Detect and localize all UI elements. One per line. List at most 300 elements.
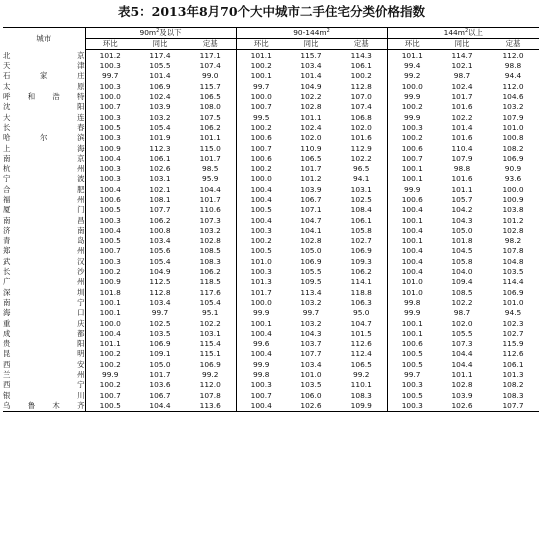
city-name: 石家庄 <box>3 71 85 81</box>
index-value: 100.3 <box>99 164 121 174</box>
index-value: 100.5 <box>99 400 121 410</box>
city-name: 太原 <box>3 81 85 91</box>
city-name: 长沙 <box>3 267 85 277</box>
index-value: 105.4 <box>149 122 171 132</box>
index-value: 104.2 <box>451 205 473 215</box>
index-value: 99.4 <box>404 61 421 71</box>
table-row <box>3 226 539 236</box>
city-name: 重庆 <box>3 318 85 328</box>
table-row <box>3 123 539 133</box>
index-value: 112.0 <box>502 81 524 91</box>
index-value: 101.3 <box>250 277 272 287</box>
index-value: 104.4 <box>149 400 171 410</box>
city-name: 银川 <box>3 390 85 400</box>
city-name: 南宁 <box>3 297 85 307</box>
index-value: 100.5 <box>99 122 121 132</box>
index-value: 108.4 <box>336 205 387 215</box>
index-value: 117.6 <box>185 288 236 298</box>
index-value: 98.8 <box>453 164 471 174</box>
index-value: 100.0 <box>502 184 524 194</box>
index-value: 100.4 <box>99 184 121 194</box>
index-value: 105.0 <box>451 225 473 235</box>
index-value: 100.4 <box>401 256 423 266</box>
index-value: 114.4 <box>502 277 524 287</box>
index-value: 100.0 <box>250 297 272 307</box>
index-value: 100.4 <box>99 153 121 163</box>
index-value: 100.2 <box>99 380 121 390</box>
index-value: 100.2 <box>250 164 272 174</box>
index-value: 100.5 <box>401 359 423 369</box>
index-value: 99.9 <box>253 359 270 369</box>
index-value: 101.6 <box>451 174 473 184</box>
index-value: 101.7 <box>250 287 272 297</box>
index-value: 105.0 <box>149 359 171 369</box>
table-row <box>3 329 539 339</box>
table-row <box>3 164 539 174</box>
index-value: 99.9 <box>102 370 119 380</box>
index-value: 101.7 <box>149 370 171 380</box>
index-value: 103.6 <box>149 380 171 390</box>
index-value: 101.7 <box>451 92 473 102</box>
city-name: 沈阳 <box>3 102 85 112</box>
table-row <box>3 257 539 267</box>
group-header-small: $90m^2$及以下 <box>85 28 236 39</box>
document-title: 表5：2013年8月70个大中城市二手住宅分类价格指数 <box>117 4 426 19</box>
index-value: 104.7 <box>300 215 322 225</box>
group-header-medium: $90-144m^2$ <box>236 28 387 39</box>
index-value: 112.3 <box>149 143 171 153</box>
index-value: 108.3 <box>502 390 524 400</box>
index-value: 100.1 <box>401 164 423 174</box>
index-value: 115.9 <box>502 339 524 349</box>
index-value: 100.3 <box>99 112 121 122</box>
index-value: 109.1 <box>149 349 171 359</box>
index-value: 100.6 <box>99 195 121 204</box>
index-value: 102.0 <box>451 318 473 328</box>
index-value: 106.0 <box>300 390 322 400</box>
index-value: 105.4 <box>149 256 171 266</box>
index-value: 112.6 <box>502 349 524 359</box>
index-value: 113.4 <box>300 287 322 297</box>
table-row <box>3 349 539 359</box>
table-row <box>3 370 539 380</box>
city-name: 成都 <box>3 328 85 338</box>
city-name: 青岛 <box>3 236 85 246</box>
index-value: 100.2 <box>99 359 121 369</box>
index-value: 115.7 <box>300 51 322 60</box>
sub-header-yoy: 同比 <box>135 39 185 50</box>
index-value: 106.1 <box>336 61 387 71</box>
index-value: 100.7 <box>250 390 272 400</box>
index-value: 106.2 <box>185 267 236 277</box>
index-value: 99.9 <box>253 308 270 318</box>
index-value: 99.2 <box>404 71 421 81</box>
index-value: 102.7 <box>336 236 387 246</box>
index-value: 109.3 <box>336 257 387 267</box>
index-value: 108.5 <box>451 287 473 297</box>
index-value: 100.2 <box>336 71 387 81</box>
index-value: 100.6 <box>250 133 272 143</box>
index-value: 112.0 <box>185 380 236 390</box>
index-value: 100.4 <box>250 349 272 359</box>
index-value: 99.7 <box>253 81 270 91</box>
index-value: 100.4 <box>250 215 272 225</box>
table-row <box>3 185 539 195</box>
index-value: 94.4 <box>504 71 522 81</box>
index-value: 105.7 <box>451 195 473 204</box>
index-value: 100.4 <box>99 328 121 338</box>
index-value: 100.2 <box>250 122 272 132</box>
city-name: 郑州 <box>3 246 85 256</box>
index-value: 100.4 <box>401 225 423 235</box>
index-value: 100.0 <box>250 174 272 184</box>
table-row <box>3 246 539 256</box>
city-name: 哈尔滨 <box>3 133 85 143</box>
index-value: 108.3 <box>336 391 387 401</box>
index-value: 100.8 <box>502 133 524 143</box>
index-value: 98.5 <box>185 164 236 174</box>
table-row <box>3 92 539 102</box>
index-value: 106.5 <box>300 153 322 163</box>
index-value: 98.7 <box>453 71 471 81</box>
index-value: 106.9 <box>502 153 524 163</box>
index-value: 101.4 <box>300 71 322 81</box>
index-value: 102.0 <box>300 133 322 143</box>
table-row <box>3 391 539 401</box>
index-value: 100.3 <box>250 380 272 390</box>
city-name: 宁波 <box>3 174 85 184</box>
index-value: 99.9 <box>404 184 421 194</box>
index-value: 90.9 <box>504 164 522 174</box>
index-value: 112.0 <box>502 51 524 60</box>
index-value: 106.1 <box>149 153 171 163</box>
index-value: 99.6 <box>253 339 270 349</box>
index-value: 114.3 <box>336 50 387 62</box>
index-value: 106.9 <box>336 246 387 256</box>
index-value: 100.3 <box>99 174 121 184</box>
index-value: 100.3 <box>401 400 423 410</box>
index-value: 117.1 <box>185 50 236 62</box>
index-value: 118.8 <box>336 288 387 298</box>
index-value: 112.4 <box>336 349 387 359</box>
index-value: 99.9 <box>404 112 421 122</box>
index-value: 100.5 <box>401 349 423 359</box>
index-value: 102.2 <box>185 318 236 328</box>
index-value: 100.1 <box>401 328 423 338</box>
city-name: 济南 <box>3 225 85 235</box>
index-value: 106.1 <box>336 215 387 225</box>
index-value: 100.5 <box>401 390 423 400</box>
sub-header-mom: 环比 <box>387 39 437 50</box>
index-value: 100.3 <box>99 61 121 71</box>
index-value: 103.8 <box>502 205 524 215</box>
index-value: 114.7 <box>451 51 473 60</box>
city-name: 贵阳 <box>3 339 85 349</box>
index-value: 100.5 <box>250 205 272 215</box>
index-value: 112.6 <box>336 339 387 349</box>
index-value: 100.9 <box>502 195 524 204</box>
city-name: 广州 <box>3 277 85 287</box>
index-value: 98.2 <box>504 236 522 246</box>
city-name: 杭州 <box>3 164 85 174</box>
index-value: 100.3 <box>99 81 121 91</box>
index-value: 102.4 <box>149 92 171 102</box>
index-value: 107.9 <box>451 153 473 163</box>
index-value: 100.2 <box>401 102 423 112</box>
index-value: 105.5 <box>300 267 322 277</box>
sub-header-base: 定基 <box>487 39 539 50</box>
index-value: 106.7 <box>149 390 171 400</box>
index-value: 100.7 <box>99 246 121 256</box>
index-value: 110.9 <box>300 143 322 153</box>
index-value: 98.8 <box>504 61 522 71</box>
index-value: 101.0 <box>401 277 423 287</box>
index-value: 100.7 <box>99 390 121 400</box>
table-row <box>3 154 539 164</box>
index-value: 108.1 <box>149 195 171 204</box>
table-row <box>3 308 539 318</box>
index-value: 100.1 <box>99 297 121 307</box>
index-value: 102.2 <box>451 297 473 307</box>
table-row <box>3 277 539 287</box>
index-value: 102.5 <box>149 318 171 328</box>
index-value: 107.8 <box>502 246 524 256</box>
index-value: 101.0 <box>250 256 272 266</box>
city-name: 海口 <box>3 308 85 318</box>
table-row <box>3 298 539 308</box>
city-name: 福州 <box>3 195 85 204</box>
index-value: 103.5 <box>300 380 322 390</box>
index-value: 112.8 <box>336 82 387 92</box>
index-value: 103.4 <box>300 359 322 369</box>
index-value: 101.1 <box>451 184 473 194</box>
index-value: 104.4 <box>185 185 236 195</box>
index-value: 107.7 <box>300 349 322 359</box>
index-value: 101.7 <box>185 195 236 205</box>
city-name: 南京 <box>3 153 85 163</box>
index-value: 103.9 <box>451 390 473 400</box>
index-value: 108.5 <box>185 246 236 256</box>
index-value: 101.0 <box>300 370 322 380</box>
city-name: 上海 <box>3 143 85 153</box>
index-value: 101.1 <box>451 370 473 380</box>
index-value: 93.6 <box>504 174 522 184</box>
index-value: 107.9 <box>502 112 524 122</box>
index-value: 106.8 <box>336 112 387 122</box>
index-value: 108.2 <box>502 143 524 153</box>
index-value: 106.7 <box>300 195 322 204</box>
index-value: 112.8 <box>149 287 171 297</box>
index-value: 101.7 <box>185 154 236 164</box>
index-value: 114.1 <box>336 277 387 287</box>
index-value: 100.5 <box>99 236 121 246</box>
index-value: 107.8 <box>185 391 236 401</box>
index-value: 108.3 <box>185 257 236 267</box>
index-value: 107.0 <box>336 92 387 102</box>
group-header-large: $144m^2$以上 <box>387 28 539 39</box>
table-row <box>3 61 539 71</box>
index-value: 100.5 <box>250 246 272 256</box>
index-value: 109.9 <box>336 401 387 412</box>
index-value: 103.2 <box>300 318 322 328</box>
index-value: 113.6 <box>185 401 236 412</box>
index-value: 102.6 <box>451 400 473 410</box>
index-value: 94.1 <box>336 174 387 184</box>
table-row <box>3 143 539 153</box>
index-value: 107.1 <box>300 205 322 215</box>
city-name: 大连 <box>3 112 85 122</box>
sub-header-base: 定基 <box>336 39 387 50</box>
index-value: 103.9 <box>149 102 171 112</box>
index-value: 106.9 <box>149 339 171 349</box>
index-value: 100.0 <box>99 92 121 102</box>
index-value: 95.0 <box>336 308 387 318</box>
index-value: 99.7 <box>404 370 421 380</box>
index-value: 102.4 <box>451 81 473 91</box>
index-value: 101.1 <box>250 51 272 60</box>
index-value: 99.5 <box>253 112 270 122</box>
index-value: 115.1 <box>185 349 236 359</box>
index-value: 102.2 <box>451 112 473 122</box>
sub-header-mom: 环比 <box>85 39 135 50</box>
index-value: 106.2 <box>149 215 171 225</box>
index-value: 104.9 <box>300 81 322 91</box>
index-value: 107.5 <box>185 112 236 122</box>
index-value: 109.4 <box>451 277 473 287</box>
index-value: 101.0 <box>401 287 423 297</box>
table-row <box>3 236 539 246</box>
index-value: 107.7 <box>149 205 171 215</box>
index-value: 104.6 <box>502 92 524 102</box>
index-value: 102.8 <box>502 225 524 235</box>
index-value: 106.9 <box>502 287 524 297</box>
index-value: 101.8 <box>99 287 121 297</box>
index-value: 100.9 <box>99 143 121 153</box>
index-value: 100.2 <box>99 349 121 359</box>
index-value: 100.3 <box>250 267 272 277</box>
index-value: 100.2 <box>250 61 272 71</box>
index-value: 106.9 <box>149 81 171 91</box>
index-value: 104.3 <box>451 215 473 225</box>
table-row <box>3 102 539 112</box>
index-value: 100.5 <box>99 205 121 215</box>
index-value: 104.0 <box>451 267 473 277</box>
index-value: 102.5 <box>336 195 387 205</box>
index-value: 102.2 <box>336 154 387 164</box>
index-value: 100.1 <box>250 71 272 81</box>
index-value: 100.2 <box>401 133 423 143</box>
city-name: 北京 <box>3 50 85 60</box>
city-name: 呼和浩特 <box>3 92 85 102</box>
index-value: 100.7 <box>250 102 272 112</box>
index-value: 103.2 <box>502 102 524 112</box>
index-value: 101.7 <box>300 164 322 174</box>
index-value: 101.5 <box>336 329 387 339</box>
index-value: 106.2 <box>336 267 387 277</box>
table-row <box>3 174 539 184</box>
index-value: 100.4 <box>250 195 272 204</box>
index-value: 101.6 <box>451 102 473 112</box>
index-value: 100.4 <box>250 400 272 410</box>
index-value: 100.6 <box>250 153 272 163</box>
index-value: 100.4 <box>401 205 423 215</box>
index-value: 99.8 <box>253 370 270 380</box>
index-value: 103.5 <box>149 328 171 338</box>
index-value: 106.9 <box>300 256 322 266</box>
index-value: 101.2 <box>300 174 322 184</box>
index-value: 100.0 <box>250 92 272 102</box>
index-value: 107.3 <box>185 215 236 225</box>
table-row <box>3 267 539 277</box>
index-value: 103.4 <box>149 297 171 307</box>
index-value: 112.9 <box>336 143 387 153</box>
index-value: 101.6 <box>451 133 473 143</box>
index-value: 106.9 <box>185 360 236 370</box>
city-name: 深圳 <box>3 287 85 297</box>
index-value: 100.1 <box>99 308 121 318</box>
index-value: 94.5 <box>504 308 522 318</box>
table-row <box>3 215 539 225</box>
index-value: 103.4 <box>149 236 171 246</box>
index-value: 100.4 <box>250 328 272 338</box>
index-value: 108.2 <box>502 380 524 390</box>
index-value: 104.7 <box>336 318 387 328</box>
table-row <box>3 195 539 205</box>
index-value: 101.2 <box>99 51 121 60</box>
table-row <box>3 401 539 412</box>
index-value: 103.1 <box>185 329 236 339</box>
index-value: 103.5 <box>502 267 524 277</box>
city-name: 南昌 <box>3 215 85 225</box>
index-value: 102.4 <box>300 122 322 132</box>
index-value: 105.5 <box>149 61 171 71</box>
sub-header-yoy: 同比 <box>286 39 336 50</box>
table-row <box>3 133 539 143</box>
index-value: 106.5 <box>185 92 236 102</box>
index-value: 100.0 <box>401 81 423 91</box>
index-value: 95.9 <box>185 174 236 184</box>
index-value: 100.0 <box>99 318 121 328</box>
index-value: 107.7 <box>502 400 524 410</box>
index-value: 102.1 <box>451 61 473 71</box>
city-name: 天津 <box>3 61 85 71</box>
index-value: 100.1 <box>401 318 423 328</box>
index-value: 100.4 <box>250 184 272 194</box>
city-name: 兰州 <box>3 370 85 380</box>
index-value: 105.8 <box>451 256 473 266</box>
city-name: 厦门 <box>3 205 85 215</box>
city-name: 乌鲁木齐 <box>3 400 85 410</box>
index-value: 110.1 <box>336 380 387 390</box>
index-value: 100.3 <box>99 256 121 266</box>
index-value: 102.6 <box>149 164 171 174</box>
index-value: 100.6 <box>401 195 423 204</box>
index-value: 107.4 <box>185 61 236 71</box>
city-name: 武汉 <box>3 256 85 266</box>
index-value: 100.4 <box>99 225 121 235</box>
city-name: 西宁 <box>3 380 85 390</box>
city-column-header: 城市 <box>3 28 85 50</box>
index-value: 105.5 <box>451 328 473 338</box>
index-value: 104.4 <box>451 349 473 359</box>
price-index-table <box>3 27 539 412</box>
index-value: 101.6 <box>336 133 387 143</box>
index-value: 100.1 <box>250 318 272 328</box>
index-value: 104.8 <box>502 256 524 266</box>
index-value: 102.8 <box>300 102 322 112</box>
index-value: 105.4 <box>185 298 236 308</box>
index-value: 100.2 <box>250 236 272 246</box>
